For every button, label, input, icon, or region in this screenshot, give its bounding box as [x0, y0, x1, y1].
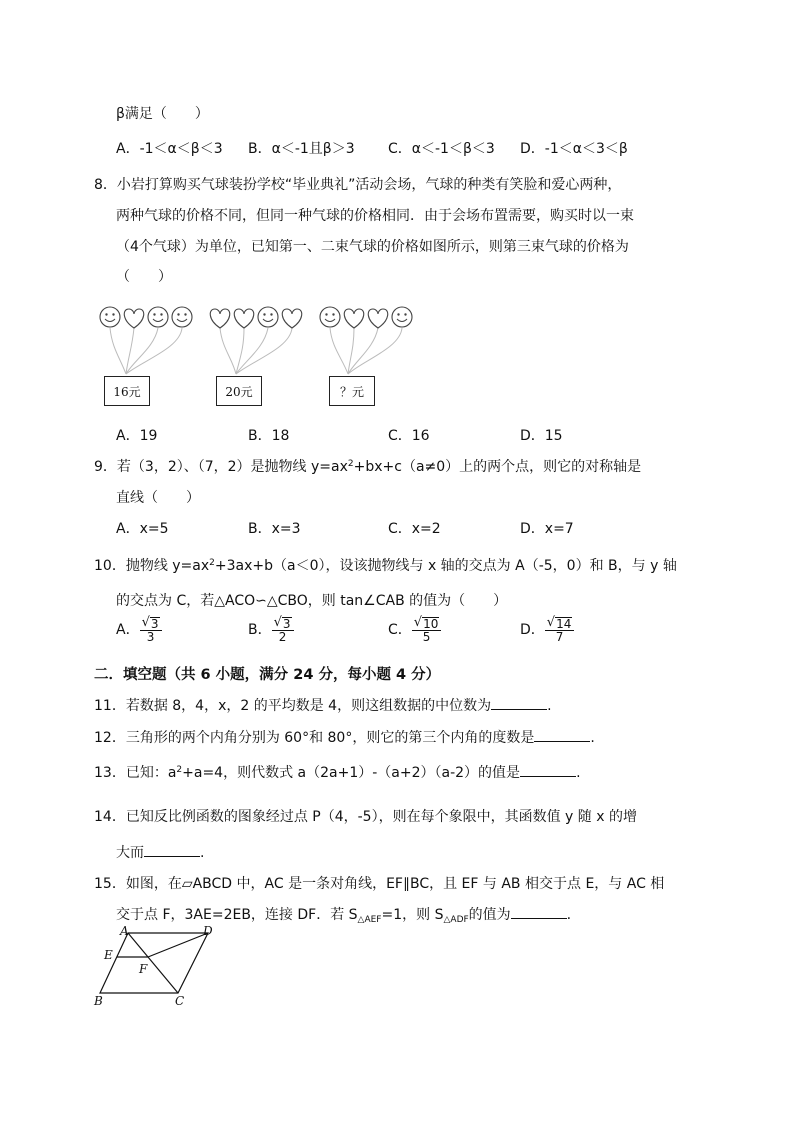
price-box-2: 20元: [216, 376, 262, 406]
q12-answer-blank[interactable]: [534, 727, 590, 742]
q10-option-b[interactable]: B． √ 3 2: [248, 616, 294, 644]
point-d-label: D: [203, 924, 213, 938]
q9-option-d[interactable]: D．x=7: [520, 521, 574, 537]
q7-option-d[interactable]: D．-1＜α＜3＜β: [520, 141, 628, 157]
q9-option-b[interactable]: B．x=3: [248, 521, 301, 537]
q12-line: 12．三角形的两个内角分别为 60°和 80°，则它的第三个内角的度数是 .: [94, 727, 595, 747]
q8-option-a[interactable]: A．19: [116, 428, 158, 444]
point-c-label: C: [175, 994, 185, 1008]
q13-line: 13．已知：$a^2+a=4$，则代数式 a（2a+1）-（a+2）（a-2）的值是 .: [94, 762, 581, 782]
q15-line-1: 15．如图，在▱ABCD 中，AC 是一条对角线，EF∥BC，且 EF 与 AB 相交于点 E，与 AC 相: [94, 876, 665, 892]
fraction-sqrt14-over-7: √ 14 7: [545, 616, 575, 644]
point-a-label: A: [120, 924, 129, 938]
q10-line-2: 的交点为 C，若△ACO∽△CBO，则 tan∠CAB 的值为（ ）: [116, 593, 508, 609]
q7-option-a[interactable]: A．-1＜α＜β＜3: [116, 141, 223, 157]
q7-option-c[interactable]: C．α＜-1＜β＜3: [388, 141, 495, 157]
point-f-label: F: [139, 962, 148, 976]
q7-line: β满足（ ）: [116, 106, 209, 122]
q11-answer-blank[interactable]: [491, 695, 547, 710]
q14-answer-blank[interactable]: [144, 842, 200, 857]
section-2-heading: 二．填空题（共 6 小题，满分 24 分，每小题 4 分）: [94, 667, 441, 683]
fraction-sqrt3-over-3: √ 3 3: [140, 616, 162, 644]
q15-answer-blank[interactable]: [511, 904, 567, 919]
q10-option-d[interactable]: D． √ 14 7: [520, 616, 574, 644]
q8-option-d[interactable]: D．15: [520, 428, 563, 444]
q13-answer-blank[interactable]: [520, 762, 576, 777]
q9-line-1: 9．若（3，2）、（7，2）是抛物线 $y=ax^2+bx+c(a\ne 0)$上的两个点，则它的对称轴是: [94, 459, 642, 475]
point-b-label: B: [94, 994, 103, 1008]
price-box-1: 16元: [104, 376, 150, 406]
q7-option-b[interactable]: B．α＜-1且β＞3: [248, 141, 355, 157]
q8-line-4: （ ）: [116, 269, 172, 285]
q9-option-c[interactable]: C．x=2: [388, 521, 441, 537]
q9-option-a[interactable]: A．x=5: [116, 521, 169, 537]
price-box-3: ？元: [329, 376, 375, 406]
q14-line-2: 大而 .: [116, 842, 204, 862]
q8-option-c[interactable]: C．16: [388, 428, 430, 444]
q8-line-2: 两种气球的价格不同，但同一种气球的价格相同．由于会场布置需要，购买时以一束: [116, 208, 634, 224]
q8-line-1: 8．小岩打算购买气球装扮学校“毕业典礼”活动会场，气球的种类有笑脸和爱心两种，: [94, 177, 622, 193]
q10-option-c[interactable]: C． √ 10 5: [388, 616, 441, 644]
q8-option-b[interactable]: B．18: [248, 428, 290, 444]
q10-option-a[interactable]: A． √ 3 3: [116, 616, 162, 644]
q9-line-2: 直线（ ）: [116, 490, 200, 506]
fraction-sqrt3-over-2: √ 3 2: [272, 616, 294, 644]
q11-line: 11．若数据 8，4，x，2 的平均数是 4，则这组数据的中位数为 .: [94, 695, 552, 715]
q15-line-2: 交于点 F，3AE=2EB，连接 DF．若 $S_{\triangle AEF}=1$，则 $S_{\triangle ADF}$的值为 .: [116, 904, 571, 925]
q8-line-3: （4个气球）为单位，已知第一、二束气球的价格如图所示，则第三束气球的价格为: [116, 239, 629, 255]
q14-line-1: 14．已知反比例函数的图象经过点 P（4，-5），则在每个象限中，其函数值 y 随 x 的增: [94, 809, 637, 825]
fraction-sqrt10-over-5: √ 10 5: [412, 616, 442, 644]
point-e-label: E: [104, 948, 113, 962]
q10-line-1: 10．抛物线 $y=ax^2+3ax+b(a<0)$，设该抛物线与 x 轴的交点为 A（-5，0）和 B，与 y 轴: [94, 558, 677, 574]
